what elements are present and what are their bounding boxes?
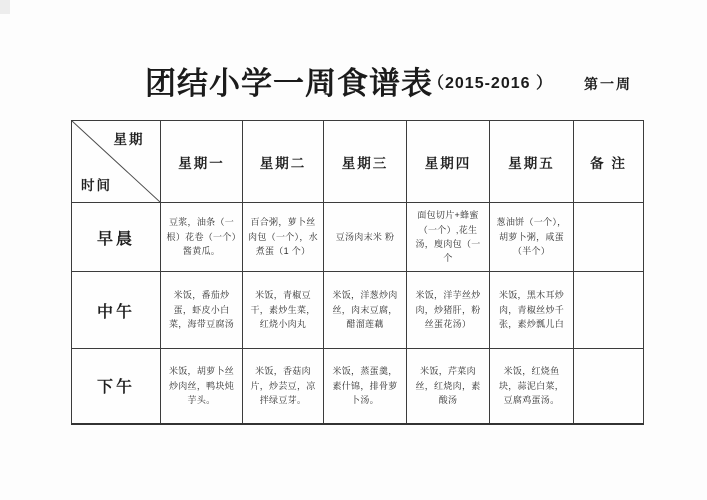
column-header-tuesday: 星期二	[243, 121, 324, 203]
menu-cell: 米饭，胡萝卜丝炒肉丝，鸭块炖芋头。	[161, 349, 243, 424]
column-header-wednesday: 星期三	[324, 121, 407, 203]
corner-header-cell	[72, 121, 161, 203]
menu-cell: 豆汤肉末米 粉	[324, 203, 407, 272]
menu-cell: 百合粥，萝卜丝肉包（一个），水煮蛋（1 个）	[243, 203, 324, 272]
column-header-remarks: 备 注	[574, 121, 644, 203]
menu-cell: 米饭，红烧鱼块，蒜泥白菜，豆腐鸡蛋汤。	[490, 349, 574, 424]
corner-label-time: 时间	[81, 178, 112, 193]
page-title: 团结小学一周食谱表	[145, 66, 433, 101]
menu-cell: 米饭，香菇肉片，炒芸豆，凉拌绿豆芽。	[243, 349, 324, 424]
menu-cell: 米饭，番茄炒蛋，虾皮小白菜，海带豆腐汤	[161, 272, 243, 349]
weekly-menu-table	[71, 120, 644, 425]
menu-cell: 米饭，洋葱炒肉丝，肉末豆腐，醋溜莲藕	[324, 272, 407, 349]
row-label-breakfast: 早晨	[72, 203, 161, 272]
title-school-year: （2015-2016 ）	[428, 75, 553, 92]
row-label-lunch: 中午	[72, 272, 161, 349]
menu-cell: 葱油饼（一个），胡萝卜粥，咸蛋（半个）	[490, 203, 574, 272]
column-header-monday: 星期一	[161, 121, 243, 203]
menu-cell: 米饭，洋芋丝炒肉，炒猪肝，粉丝蛋花汤）	[407, 272, 490, 349]
remarks-cell	[574, 349, 644, 424]
menu-cell: 面包切片+蜂蜜（一个）,花生汤，廋肉包（一个	[407, 203, 490, 272]
remarks-cell	[574, 203, 644, 272]
column-header-friday: 星期五	[490, 121, 574, 203]
table-row-breakfast	[72, 203, 644, 272]
menu-cell: 米饭，芹菜肉丝，红烧肉，素酸汤	[407, 349, 490, 424]
corner-label-week: 星期	[113, 132, 145, 147]
title-week-number: 第一周	[584, 76, 632, 92]
remarks-cell	[574, 272, 644, 349]
menu-cell: 米饭，青椒豆干，素炒生菜，红烧小肉丸	[243, 272, 324, 349]
table-row-lunch	[72, 272, 644, 349]
header-row	[72, 121, 644, 203]
row-label-afternoon: 下午	[72, 349, 161, 424]
menu-cell: 米饭，蒸蛋羹，素什锦，排骨萝卜汤。	[324, 349, 407, 424]
menu-cell: 米饭，黑木耳炒肉，青椒丝炒千张，素炒瓢儿白	[490, 272, 574, 349]
column-header-thursday: 星期四	[407, 121, 490, 203]
table-row-afternoon	[72, 349, 644, 424]
title-bar	[0, 58, 707, 106]
scan-artifact	[0, 0, 10, 14]
menu-cell: 豆浆，油条（一根）花卷（一个）酱黄瓜。	[161, 203, 243, 272]
